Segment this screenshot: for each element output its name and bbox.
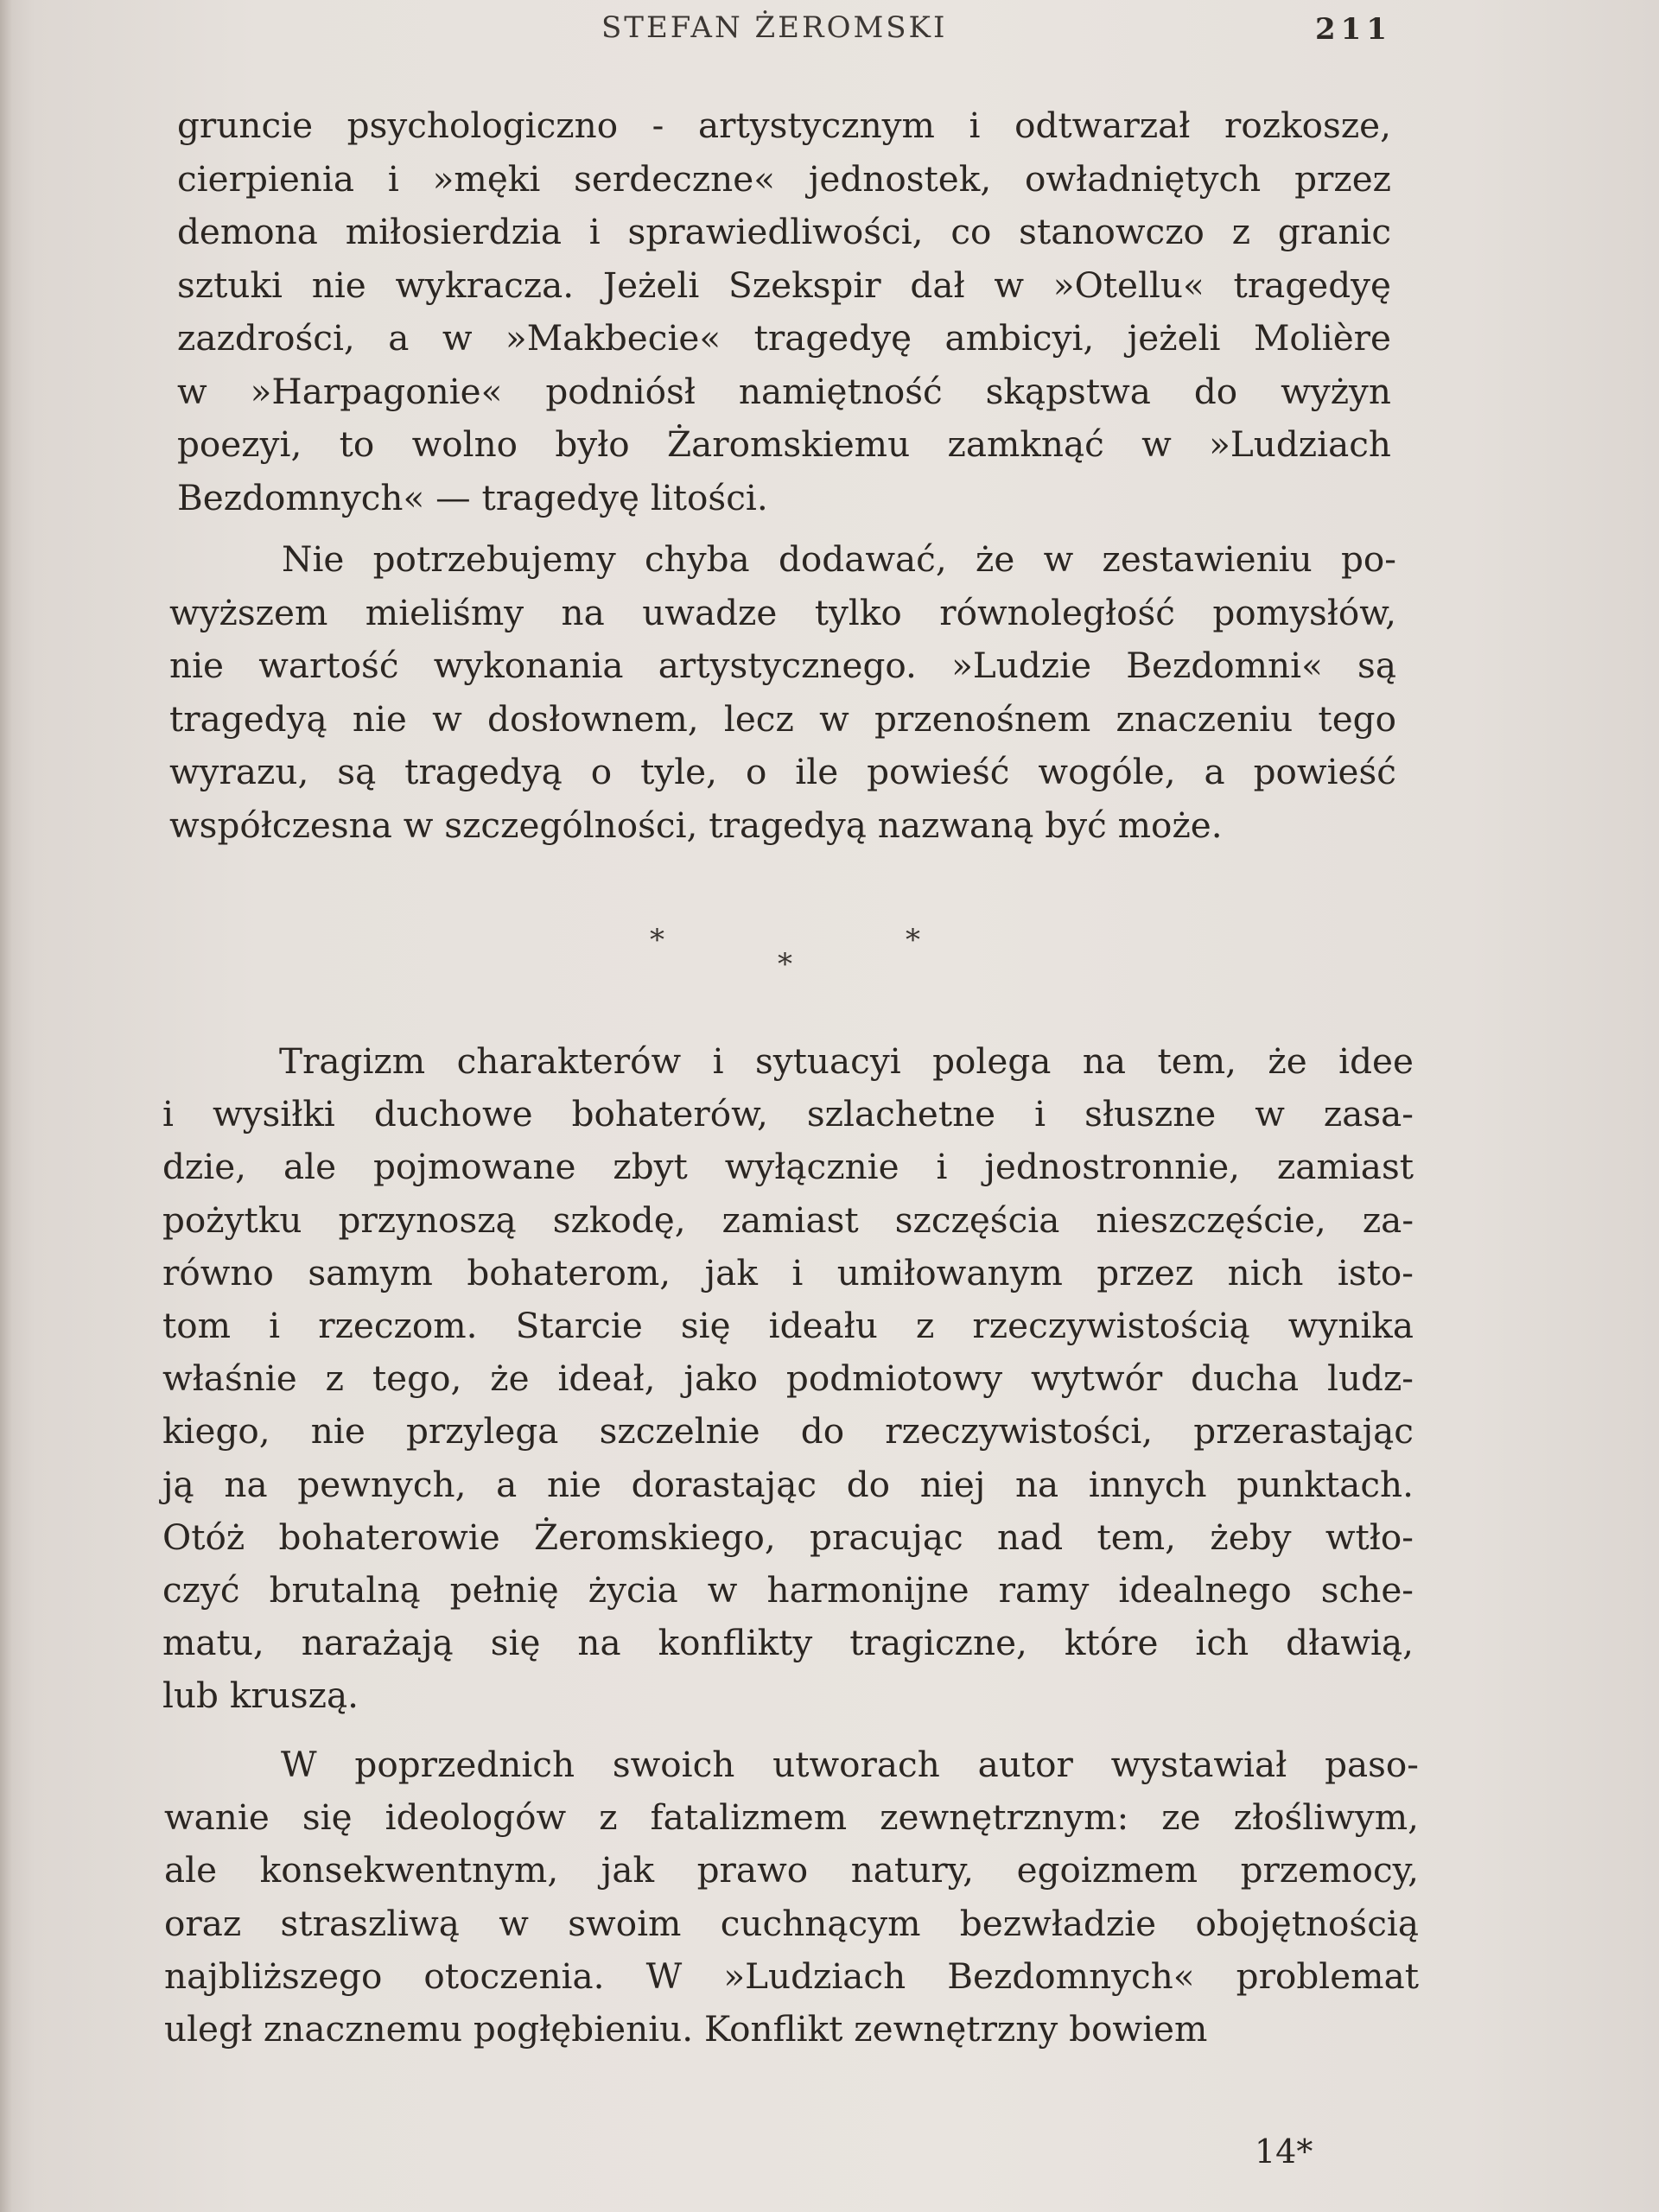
text-line: tragedyą nie w dosłownem, lecz w przenośnem znaczeniu tego (169, 697, 1396, 740)
text-line: w »Harpagonie« podniósł namiętność skąpstwa do wyżyn (177, 370, 1391, 412)
text-line: Otóż bohaterowie Żeromskiego, pracując nad tem, żeby wtło- (162, 1516, 1414, 1558)
text-line: właśnie z tego, że ideał, jako podmiotowy wytwór ducha ludz- (162, 1357, 1414, 1400)
text-line: najbliższego otoczenia. W »Ludziach Bezdomnych« problemat (164, 1955, 1419, 1997)
text-line: uległ znacznemu pogłębieniu. Konflikt zewnętrzny bowiem (164, 2008, 1208, 2050)
separator-star: * (778, 947, 792, 982)
text-line: sztuki nie wykracza. Jeżeli Szekspir dał w »Otellu« tragedyę (177, 264, 1391, 306)
text-line: kiego, nie przylega szczelnie do rzeczywistości, przerastając (162, 1410, 1414, 1452)
text-line: pożytku przynoszą szkodę, zamiast szczęścia nieszczęście, za- (162, 1198, 1414, 1241)
page-edge (0, 0, 12, 2212)
separator-star: * (650, 923, 664, 957)
running-title: STEFAN ŻEROMSKI (601, 10, 948, 45)
text-line: lub kruszą. (162, 1675, 359, 1717)
text-line: dzie, ale pojmowane zbyt wyłącznie i jednostronnie, zamiast (162, 1146, 1414, 1188)
text-line: współczesna w szczególności, tragedyą nazwaną być może. (169, 804, 1223, 846)
text-line: wyrazu, są tragedyą o tyle, o ile powieść wogóle, a powieść (169, 751, 1396, 792)
text-line: oraz straszliwą w swoim cuchnącym bezwładzie obojętnością (164, 1902, 1419, 1944)
text-line: Tragizm charakterów i sytuacyi polega na tem, że idee (279, 1040, 1414, 1082)
text-line: gruncie psychologiczno - artystycznym i odtwarzał rozkosze, (177, 105, 1391, 146)
text-line: W poprzednich swoich utworach autor wystawiał paso- (281, 1744, 1419, 1785)
page-number: 211 (1315, 12, 1392, 47)
text-line: demona miłosierdzia i sprawiedliwości, co stanowczo z granic (177, 211, 1391, 252)
text-line: poezyi, to wolno było Żaromskiemu zamknąć w »Ludziach (177, 423, 1391, 465)
separator-star: * (906, 923, 920, 957)
text-line: tom i rzeczom. Starcie się ideału z rzeczywistością wynika (162, 1305, 1414, 1346)
text-line: Bezdomnych« — tragedyę litości. (177, 476, 768, 518)
text-line: cierpienia i »męki serdeczne« jednostek, owładniętych przez (177, 157, 1391, 200)
text-line: Nie potrzebujemy chyba dodawać, że w zestawieniu po- (282, 538, 1396, 580)
text-line: ją na pewnych, a nie dorastając do niej na innych punktach. (162, 1463, 1414, 1505)
text-line: matu, narażają się na konflikty tragiczne, które ich dławią, (162, 1622, 1414, 1664)
text-line: wyższem mieliśmy na uwadze tylko równoległość pomysłów, (169, 591, 1396, 633)
text-line: i wysiłki duchowe bohaterów, szlachetne i słuszne w zasa- (162, 1093, 1414, 1135)
signature-mark: 14* (1255, 2133, 1313, 2171)
text-line: nie wartość wykonania artystycznego. »Ludzie Bezdomni« są (169, 645, 1396, 686)
text-line: ale konsekwentnym, jak prawo natury, egoizmem przemocy, (164, 1849, 1419, 1891)
text-line: wanie się ideologów z fatalizmem zewnętrznym: ze złośliwym, (164, 1796, 1419, 1839)
text-line: zazdrości, a w »Makbecie« tragedyę ambicyi, jeżeli Molière (177, 317, 1391, 359)
text-line: czyć brutalną pełnię życia w harmonijne ramy idealnego sche- (162, 1569, 1414, 1611)
text-line: równo samym bohaterom, jak i umiłowanym przez nich isto- (162, 1251, 1414, 1294)
